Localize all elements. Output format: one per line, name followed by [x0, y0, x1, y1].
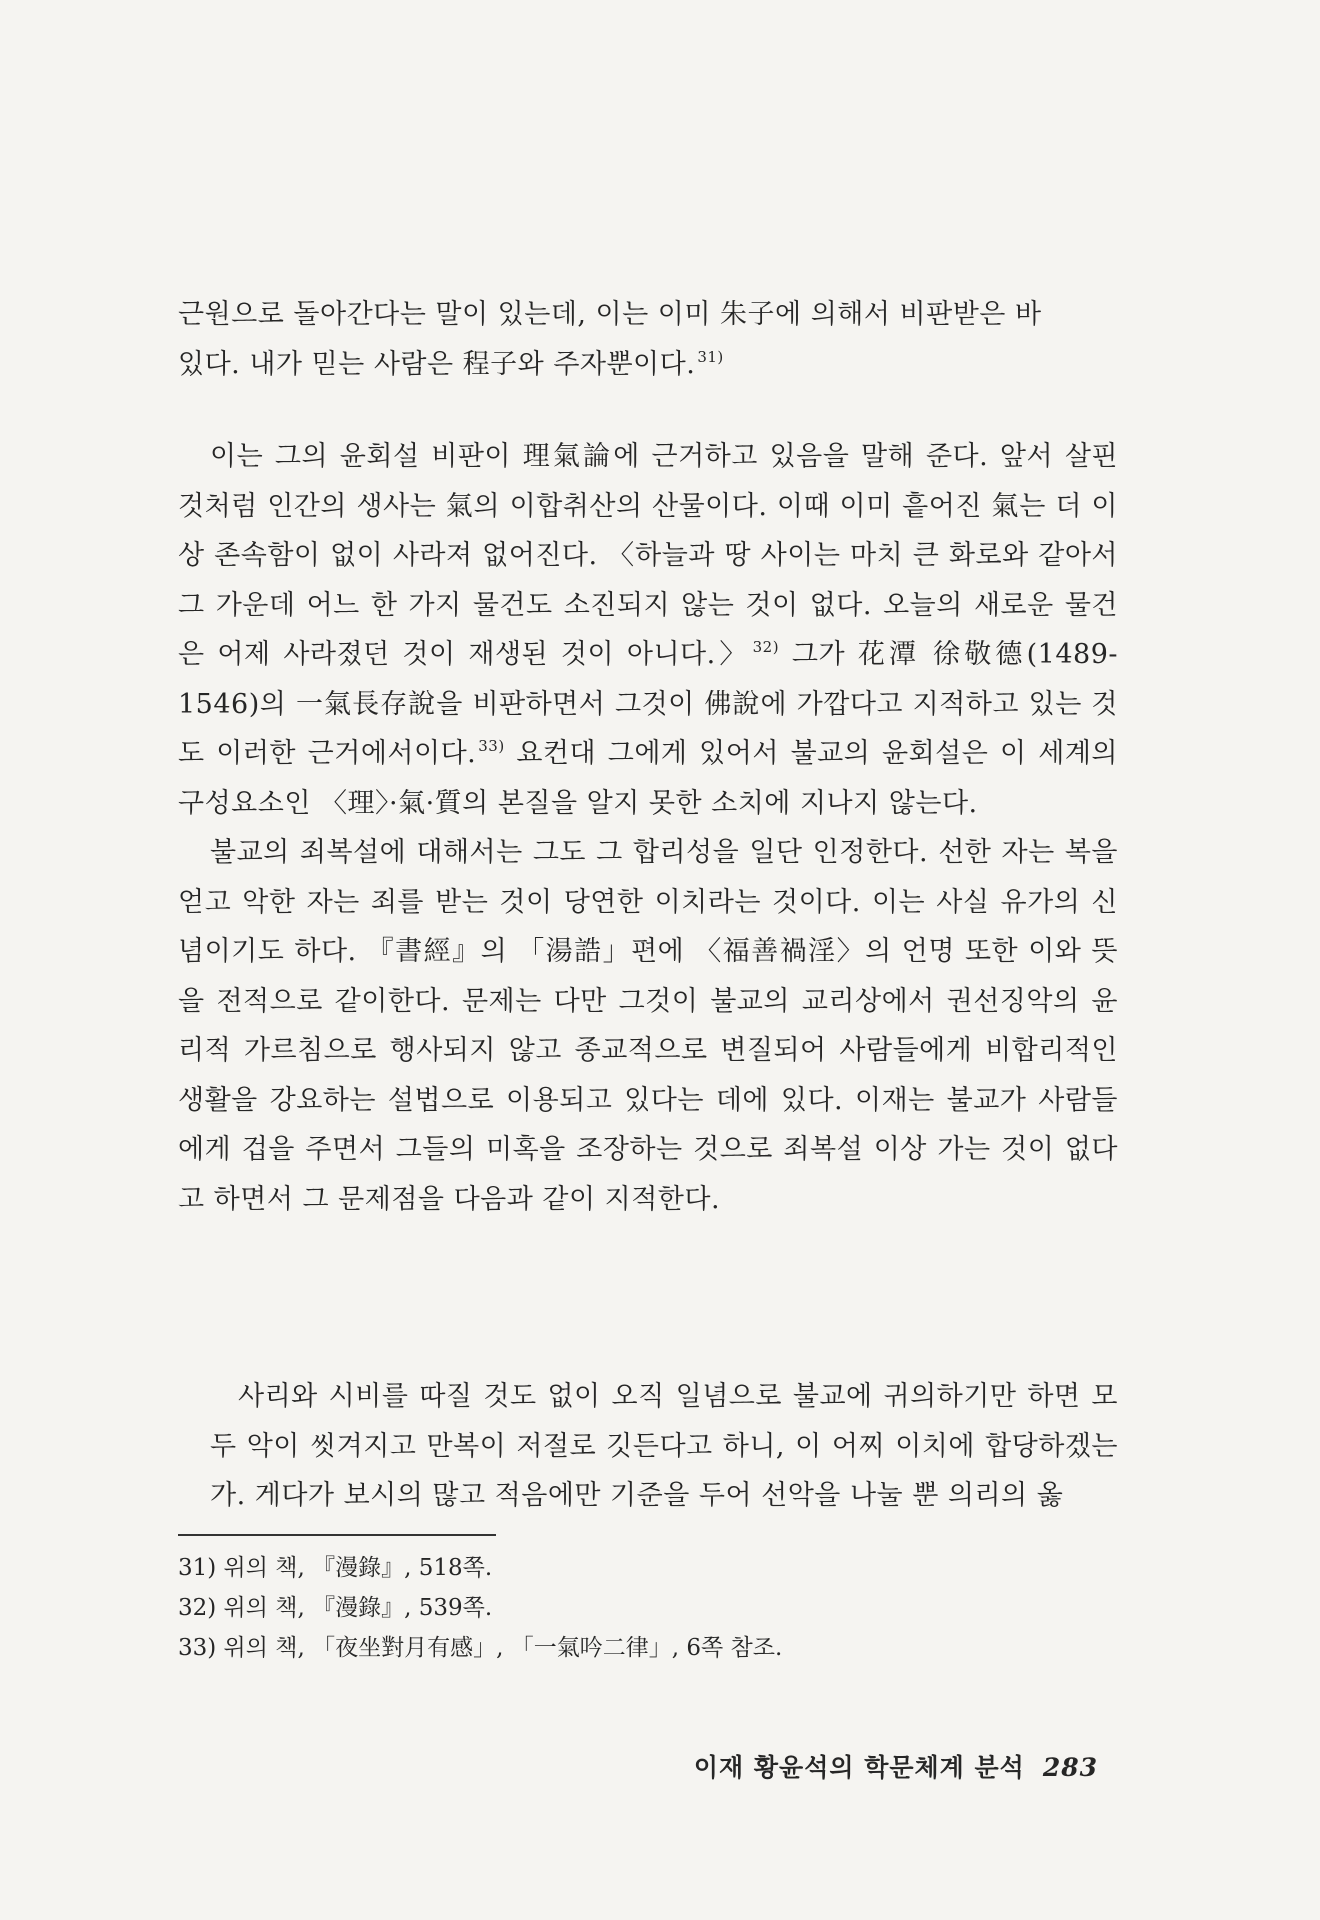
quote-text: 사리와 시비를 따질 것도 없이 오직 일념으로 불교에 귀의하기만 하면 모두 악이 씻겨지고 만복이 저절로 깃든다고 하니, 이 어찌 이치에 합당하겠는가. 게다가 보시의 많고 적음에만 기준을 두어 선악을 나눌 뿐 의리의 옳	[210, 1381, 1118, 1511]
footnotes	[178, 1548, 1078, 1668]
footnote-ref: 32)	[752, 638, 780, 656]
footnote-separator	[178, 1534, 496, 1536]
footnote: 32) 위의 책, 『漫錄』, 539쪽.	[178, 1595, 493, 1621]
body-text	[178, 432, 1118, 1224]
paragraph: 불교의 죄복설에 대해서는 그도 그 합리성을 일단 인정한다. 선한 자는 복을 얻고 악한 자는 죄를 받는 것이 당연한 이치라는 것이다. 이는 사실 유가의 신념이기도 하다. 『書經』의 「湯誥」편에 〈福善禍淫〉의 언명 또한 이와 뜻을 전적으로 같이한다. 문제는 다만 그것이 불교의 교리상에서 권선징악의 윤리적 가르침으로 행사되지 않고 종교적으로 변질되어 사람들에게 비합리적인 생활을 강요하는 설법으로 이용되고 있다는 데에 있다. 이재는 불교가 사람들에게 겁을 주면서 그들의 미혹을 조장하는 것으로 죄복설 이상 가는 것이 없다고 하면서 그 문제점을 다음과 같이 지적한다.	[178, 837, 1118, 1215]
running-title: 이재 황윤석의 학문체계 분석	[693, 1753, 1025, 1782]
paragraph: 이는 그의 윤회설 비판이 理氣論에 근거하고 있음을 말해 준다. 앞서 살핀 것처럼 인간의 생사는 氣의 이합취산의 산물이다. 이때 이미 흩어진 氣는 더 이상 존속함이 없이 사라져 없어진다. 〈하늘과 땅 사이는 마치 큰 화로와 같아서 그 가운데 어느 한 가지 물건도 소진되지 않는 것이 없다. 오늘의 새로운 물건은 어제 사라졌던 것이 재생된 것이 아니다.〉 $^{32)}$ 그가 花潭 徐敬德(1489-1546)의 一氣長存說을 비판하면서 그것이 佛說에 가깝다고 지적하고 있는 것도 이러한 근거에서이다. $^{33)}$ 요컨대 그에게 있어서 불교의 윤회설은 이 세계의 구성요소인 〈理〉·氣·質의 본질을 알지 못한 소치에 지나지 않는다.	[178, 441, 1118, 819]
page-number: 283	[1042, 1753, 1098, 1782]
block-quote-continued	[178, 290, 1118, 389]
running-footer	[694, 1748, 1098, 1784]
footnote-ref: 31)	[697, 347, 724, 366]
footnote: 33) 위의 책, 「夜坐對月有感」, 「一氣吟二律」, 6쪽 참조.	[178, 1635, 783, 1661]
block-quote	[210, 1372, 1118, 1521]
quote-line: 근원으로 돌아간다는 말이 있는데, 이는 이미 朱子에 의해서 비판받은 바	[178, 299, 1042, 330]
footnote-ref: 33)	[478, 737, 505, 755]
footnote: 31) 위의 책, 『漫錄』, 518쪽.	[178, 1555, 493, 1581]
quote-line: 있다. 내가 믿는 사람은 程子와 주자뿐이다.	[178, 348, 696, 380]
